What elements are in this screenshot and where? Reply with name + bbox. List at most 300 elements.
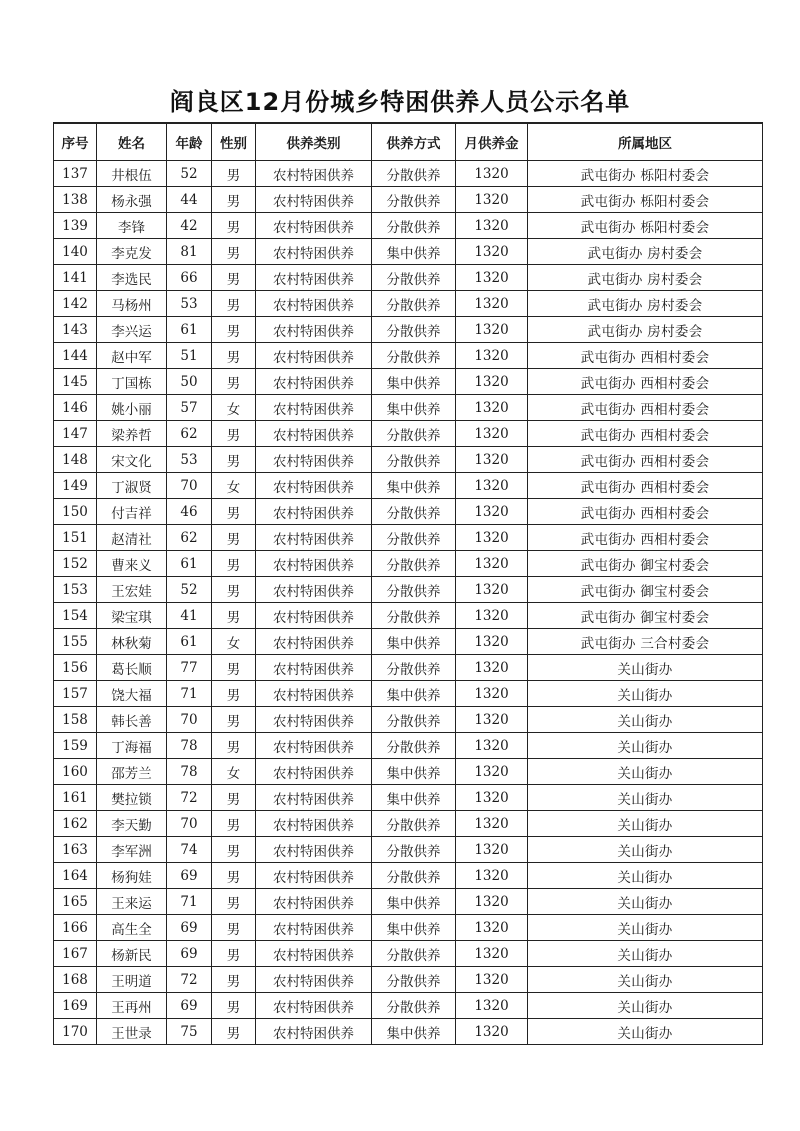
cell-support-category: 农村特困供养 <box>256 499 372 525</box>
cell-support-method: 分散供养 <box>372 317 456 343</box>
cell-support-category: 农村特困供养 <box>256 629 372 655</box>
cell-name: 樊拉锁 <box>97 785 167 811</box>
cell-support-category: 农村特困供养 <box>256 863 372 889</box>
table-row <box>54 837 763 863</box>
table-row <box>54 499 763 525</box>
cell-gender: 男 <box>212 603 256 629</box>
table-row <box>54 1019 763 1045</box>
cell-gender: 男 <box>212 551 256 577</box>
cell-age: 51 <box>167 343 212 369</box>
cell-gender: 男 <box>212 291 256 317</box>
cell-gender: 男 <box>212 967 256 993</box>
cell-monthly-allowance: 1320 <box>456 733 528 759</box>
table-row <box>54 733 763 759</box>
cell-support-category: 农村特困供养 <box>256 291 372 317</box>
cell-age: 62 <box>167 525 212 551</box>
cell-support-category: 农村特困供养 <box>256 239 372 265</box>
cell-support-category: 农村特困供养 <box>256 889 372 915</box>
cell-monthly-allowance: 1320 <box>456 837 528 863</box>
table-row <box>54 681 763 707</box>
cell-region: 武屯街办 西相村委会 <box>528 395 763 421</box>
cell-gender: 男 <box>212 655 256 681</box>
cell-age: 69 <box>167 941 212 967</box>
cell-support-category: 农村特困供养 <box>256 915 372 941</box>
cell-age: 69 <box>167 863 212 889</box>
cell-support-method: 分散供养 <box>372 733 456 759</box>
cell-serial: 143 <box>54 317 97 343</box>
cell-support-category: 农村特困供养 <box>256 655 372 681</box>
cell-monthly-allowance: 1320 <box>456 655 528 681</box>
cell-gender: 男 <box>212 265 256 291</box>
cell-name: 王来运 <box>97 889 167 915</box>
cell-serial: 157 <box>54 681 97 707</box>
cell-region: 武屯街办 御宝村委会 <box>528 577 763 603</box>
table-row <box>54 603 763 629</box>
cell-support-method: 集中供养 <box>372 395 456 421</box>
table-row <box>54 161 763 187</box>
cell-monthly-allowance: 1320 <box>456 915 528 941</box>
cell-support-category: 农村特困供养 <box>256 733 372 759</box>
cell-region: 关山街办 <box>528 681 763 707</box>
cell-support-method: 分散供养 <box>372 551 456 577</box>
cell-serial: 147 <box>54 421 97 447</box>
cell-gender: 女 <box>212 629 256 655</box>
cell-serial: 137 <box>54 161 97 187</box>
cell-monthly-allowance: 1320 <box>456 395 528 421</box>
cell-monthly-allowance: 1320 <box>456 421 528 447</box>
header-region: 所属地区 <box>528 123 763 161</box>
table-row <box>54 915 763 941</box>
cell-name: 李天勤 <box>97 811 167 837</box>
cell-region: 武屯街办 西相村委会 <box>528 525 763 551</box>
cell-age: 71 <box>167 889 212 915</box>
table-row <box>54 889 763 915</box>
cell-monthly-allowance: 1320 <box>456 317 528 343</box>
cell-monthly-allowance: 1320 <box>456 863 528 889</box>
cell-serial: 150 <box>54 499 97 525</box>
cell-name: 饶大福 <box>97 681 167 707</box>
cell-serial: 167 <box>54 941 97 967</box>
cell-monthly-allowance: 1320 <box>456 811 528 837</box>
cell-serial: 153 <box>54 577 97 603</box>
cell-region: 武屯街办 西相村委会 <box>528 343 763 369</box>
cell-serial: 165 <box>54 889 97 915</box>
table-row <box>54 941 763 967</box>
table-row <box>54 577 763 603</box>
cell-age: 70 <box>167 473 212 499</box>
table-row <box>54 863 763 889</box>
cell-gender: 男 <box>212 499 256 525</box>
header-monthly-allowance: 月供养金 <box>456 123 528 161</box>
table-row <box>54 291 763 317</box>
cell-gender: 男 <box>212 577 256 603</box>
table-row <box>54 759 763 785</box>
cell-support-method: 分散供养 <box>372 421 456 447</box>
cell-region: 武屯街办 房村委会 <box>528 239 763 265</box>
cell-serial: 164 <box>54 863 97 889</box>
cell-gender: 男 <box>212 811 256 837</box>
cell-monthly-allowance: 1320 <box>456 499 528 525</box>
cell-gender: 男 <box>212 707 256 733</box>
cell-serial: 161 <box>54 785 97 811</box>
table-row <box>54 629 763 655</box>
cell-serial: 149 <box>54 473 97 499</box>
cell-name: 李军洲 <box>97 837 167 863</box>
cell-region: 关山街办 <box>528 889 763 915</box>
cell-monthly-allowance: 1320 <box>456 967 528 993</box>
cell-support-method: 分散供养 <box>372 187 456 213</box>
cell-age: 77 <box>167 655 212 681</box>
cell-gender: 男 <box>212 239 256 265</box>
cell-support-method: 分散供养 <box>372 707 456 733</box>
cell-serial: 160 <box>54 759 97 785</box>
cell-age: 71 <box>167 681 212 707</box>
cell-support-method: 分散供养 <box>372 655 456 681</box>
cell-monthly-allowance: 1320 <box>456 265 528 291</box>
cell-serial: 158 <box>54 707 97 733</box>
table-row <box>54 369 763 395</box>
header-support-method: 供养方式 <box>372 123 456 161</box>
cell-monthly-allowance: 1320 <box>456 369 528 395</box>
cell-serial: 138 <box>54 187 97 213</box>
cell-gender: 女 <box>212 759 256 785</box>
cell-support-category: 农村特困供养 <box>256 759 372 785</box>
cell-support-category: 农村特困供养 <box>256 811 372 837</box>
cell-serial: 166 <box>54 915 97 941</box>
cell-age: 66 <box>167 265 212 291</box>
cell-monthly-allowance: 1320 <box>456 785 528 811</box>
cell-support-category: 农村特困供养 <box>256 1019 372 1045</box>
cell-gender: 男 <box>212 187 256 213</box>
cell-support-method: 分散供养 <box>372 577 456 603</box>
cell-region: 关山街办 <box>528 915 763 941</box>
table-row <box>54 187 763 213</box>
cell-serial: 168 <box>54 967 97 993</box>
cell-gender: 男 <box>212 213 256 239</box>
cell-name: 葛长顺 <box>97 655 167 681</box>
cell-region: 武屯街办 房村委会 <box>528 317 763 343</box>
cell-serial: 140 <box>54 239 97 265</box>
cell-age: 41 <box>167 603 212 629</box>
cell-age: 70 <box>167 811 212 837</box>
cell-monthly-allowance: 1320 <box>456 993 528 1019</box>
cell-support-category: 农村特困供养 <box>256 187 372 213</box>
cell-age: 72 <box>167 785 212 811</box>
recipient-table <box>53 122 763 1045</box>
cell-name: 杨狗娃 <box>97 863 167 889</box>
cell-support-category: 农村特困供养 <box>256 265 372 291</box>
table-body <box>54 161 763 1045</box>
cell-monthly-allowance: 1320 <box>456 551 528 577</box>
cell-serial: 144 <box>54 343 97 369</box>
table-row <box>54 317 763 343</box>
cell-name: 丁国栋 <box>97 369 167 395</box>
cell-age: 44 <box>167 187 212 213</box>
table-row <box>54 265 763 291</box>
cell-support-category: 农村特困供养 <box>256 369 372 395</box>
cell-support-category: 农村特困供养 <box>256 967 372 993</box>
cell-support-method: 集中供养 <box>372 915 456 941</box>
cell-gender: 男 <box>212 915 256 941</box>
cell-region: 武屯街办 西相村委会 <box>528 499 763 525</box>
cell-age: 53 <box>167 291 212 317</box>
cell-gender: 男 <box>212 161 256 187</box>
cell-age: 53 <box>167 447 212 473</box>
cell-support-method: 分散供养 <box>372 447 456 473</box>
header-gender: 性别 <box>212 123 256 161</box>
cell-support-category: 农村特困供养 <box>256 421 372 447</box>
cell-name: 杨新民 <box>97 941 167 967</box>
cell-support-method: 分散供养 <box>372 291 456 317</box>
header-support-category: 供养类别 <box>256 123 372 161</box>
cell-support-category: 农村特困供养 <box>256 525 372 551</box>
cell-region: 武屯街办 栎阳村委会 <box>528 187 763 213</box>
cell-serial: 156 <box>54 655 97 681</box>
cell-monthly-allowance: 1320 <box>456 629 528 655</box>
cell-support-method: 分散供养 <box>372 265 456 291</box>
cell-support-method: 集中供养 <box>372 785 456 811</box>
cell-support-method: 分散供养 <box>372 837 456 863</box>
cell-gender: 男 <box>212 733 256 759</box>
cell-support-category: 农村特困供养 <box>256 551 372 577</box>
cell-serial: 154 <box>54 603 97 629</box>
header-age: 年龄 <box>167 123 212 161</box>
cell-age: 78 <box>167 759 212 785</box>
cell-name: 王明道 <box>97 967 167 993</box>
header-serial: 序号 <box>54 123 97 161</box>
cell-monthly-allowance: 1320 <box>456 707 528 733</box>
cell-name: 付吉祥 <box>97 499 167 525</box>
cell-age: 61 <box>167 629 212 655</box>
cell-region: 关山街办 <box>528 733 763 759</box>
cell-age: 62 <box>167 421 212 447</box>
cell-region: 武屯街办 栎阳村委会 <box>528 213 763 239</box>
cell-region: 关山街办 <box>528 967 763 993</box>
cell-name: 丁海福 <box>97 733 167 759</box>
cell-serial: 163 <box>54 837 97 863</box>
cell-age: 57 <box>167 395 212 421</box>
cell-gender: 男 <box>212 837 256 863</box>
cell-region: 武屯街办 御宝村委会 <box>528 603 763 629</box>
cell-gender: 男 <box>212 369 256 395</box>
cell-name: 宋文化 <box>97 447 167 473</box>
cell-support-method: 分散供养 <box>372 863 456 889</box>
cell-serial: 169 <box>54 993 97 1019</box>
cell-gender: 男 <box>212 681 256 707</box>
cell-region: 关山街办 <box>528 759 763 785</box>
table-row <box>54 525 763 551</box>
cell-age: 75 <box>167 1019 212 1045</box>
cell-region: 武屯街办 西相村委会 <box>528 473 763 499</box>
cell-support-method: 集中供养 <box>372 629 456 655</box>
cell-support-category: 农村特困供养 <box>256 317 372 343</box>
cell-serial: 139 <box>54 213 97 239</box>
cell-support-method: 分散供养 <box>372 161 456 187</box>
cell-serial: 142 <box>54 291 97 317</box>
cell-support-method: 分散供养 <box>372 993 456 1019</box>
cell-support-method: 分散供养 <box>372 525 456 551</box>
cell-name: 丁淑贤 <box>97 473 167 499</box>
cell-name: 王宏娃 <box>97 577 167 603</box>
cell-region: 关山街办 <box>528 863 763 889</box>
cell-support-category: 农村特困供养 <box>256 993 372 1019</box>
cell-monthly-allowance: 1320 <box>456 603 528 629</box>
cell-region: 关山街办 <box>528 1019 763 1045</box>
cell-monthly-allowance: 1320 <box>456 941 528 967</box>
cell-age: 42 <box>167 213 212 239</box>
cell-region: 武屯街办 西相村委会 <box>528 447 763 473</box>
cell-monthly-allowance: 1320 <box>456 473 528 499</box>
cell-monthly-allowance: 1320 <box>456 759 528 785</box>
cell-support-category: 农村特困供养 <box>256 447 372 473</box>
header-name: 姓名 <box>97 123 167 161</box>
cell-gender: 女 <box>212 473 256 499</box>
cell-gender: 男 <box>212 863 256 889</box>
cell-support-category: 农村特困供养 <box>256 707 372 733</box>
cell-name: 高生全 <box>97 915 167 941</box>
cell-region: 关山街办 <box>528 785 763 811</box>
cell-name: 王世录 <box>97 1019 167 1045</box>
cell-age: 61 <box>167 551 212 577</box>
cell-age: 69 <box>167 915 212 941</box>
cell-monthly-allowance: 1320 <box>456 889 528 915</box>
cell-support-category: 农村特困供养 <box>256 213 372 239</box>
table-row <box>54 551 763 577</box>
cell-support-category: 农村特困供养 <box>256 161 372 187</box>
cell-gender: 男 <box>212 785 256 811</box>
cell-region: 关山街办 <box>528 811 763 837</box>
cell-age: 69 <box>167 993 212 1019</box>
cell-region: 关山街办 <box>528 837 763 863</box>
cell-age: 74 <box>167 837 212 863</box>
cell-support-method: 集中供养 <box>372 759 456 785</box>
cell-gender: 男 <box>212 317 256 343</box>
cell-name: 赵中军 <box>97 343 167 369</box>
table-row <box>54 473 763 499</box>
cell-support-method: 分散供养 <box>372 967 456 993</box>
cell-name: 林秋菊 <box>97 629 167 655</box>
table-row <box>54 239 763 265</box>
cell-serial: 162 <box>54 811 97 837</box>
cell-support-category: 农村特困供养 <box>256 837 372 863</box>
cell-support-category: 农村特困供养 <box>256 603 372 629</box>
cell-gender: 男 <box>212 941 256 967</box>
cell-gender: 男 <box>212 889 256 915</box>
cell-name: 邵芳兰 <box>97 759 167 785</box>
table-row <box>54 993 763 1019</box>
table-row <box>54 707 763 733</box>
cell-serial: 151 <box>54 525 97 551</box>
table-row <box>54 785 763 811</box>
cell-region: 武屯街办 西相村委会 <box>528 421 763 447</box>
cell-age: 50 <box>167 369 212 395</box>
cell-support-category: 农村特困供养 <box>256 785 372 811</box>
cell-support-method: 集中供养 <box>372 1019 456 1045</box>
cell-name: 王再州 <box>97 993 167 1019</box>
cell-support-category: 农村特困供养 <box>256 343 372 369</box>
table-row <box>54 655 763 681</box>
cell-name: 赵清社 <box>97 525 167 551</box>
cell-gender: 男 <box>212 525 256 551</box>
table-row <box>54 967 763 993</box>
cell-region: 关山街办 <box>528 941 763 967</box>
cell-name: 井根伍 <box>97 161 167 187</box>
cell-monthly-allowance: 1320 <box>456 447 528 473</box>
cell-name: 李选民 <box>97 265 167 291</box>
cell-serial: 152 <box>54 551 97 577</box>
cell-age: 70 <box>167 707 212 733</box>
cell-name: 杨永强 <box>97 187 167 213</box>
cell-age: 61 <box>167 317 212 343</box>
cell-region: 武屯街办 房村委会 <box>528 265 763 291</box>
cell-region: 武屯街办 西相村委会 <box>528 369 763 395</box>
cell-name: 李兴运 <box>97 317 167 343</box>
cell-age: 52 <box>167 161 212 187</box>
cell-monthly-allowance: 1320 <box>456 343 528 369</box>
cell-serial: 170 <box>54 1019 97 1045</box>
cell-monthly-allowance: 1320 <box>456 1019 528 1045</box>
cell-monthly-allowance: 1320 <box>456 161 528 187</box>
cell-region: 武屯街办 栎阳村委会 <box>528 161 763 187</box>
cell-support-category: 农村特困供养 <box>256 941 372 967</box>
cell-name: 韩长善 <box>97 707 167 733</box>
cell-age: 52 <box>167 577 212 603</box>
cell-support-method: 分散供养 <box>372 811 456 837</box>
cell-monthly-allowance: 1320 <box>456 213 528 239</box>
cell-age: 78 <box>167 733 212 759</box>
cell-monthly-allowance: 1320 <box>456 239 528 265</box>
cell-gender: 男 <box>212 447 256 473</box>
cell-name: 姚小丽 <box>97 395 167 421</box>
document-title: 阎良区12月份城乡特困供养人员公示名单 <box>169 88 631 116</box>
cell-serial: 159 <box>54 733 97 759</box>
cell-region: 关山街办 <box>528 993 763 1019</box>
cell-gender: 男 <box>212 1019 256 1045</box>
cell-serial: 146 <box>54 395 97 421</box>
cell-serial: 148 <box>54 447 97 473</box>
cell-support-method: 集中供养 <box>372 369 456 395</box>
cell-serial: 155 <box>54 629 97 655</box>
cell-name: 马杨州 <box>97 291 167 317</box>
cell-name: 李锋 <box>97 213 167 239</box>
cell-region: 武屯街办 御宝村委会 <box>528 551 763 577</box>
cell-support-method: 分散供养 <box>372 499 456 525</box>
cell-serial: 145 <box>54 369 97 395</box>
cell-name: 梁养哲 <box>97 421 167 447</box>
cell-support-method: 分散供养 <box>372 343 456 369</box>
cell-support-category: 农村特困供养 <box>256 473 372 499</box>
cell-monthly-allowance: 1320 <box>456 681 528 707</box>
cell-age: 72 <box>167 967 212 993</box>
cell-support-method: 分散供养 <box>372 941 456 967</box>
table-row <box>54 421 763 447</box>
cell-gender: 女 <box>212 395 256 421</box>
cell-age: 81 <box>167 239 212 265</box>
cell-region: 武屯街办 三合村委会 <box>528 629 763 655</box>
cell-name: 李克发 <box>97 239 167 265</box>
table-row <box>54 213 763 239</box>
cell-support-category: 农村特困供养 <box>256 577 372 603</box>
cell-monthly-allowance: 1320 <box>456 187 528 213</box>
cell-gender: 男 <box>212 993 256 1019</box>
cell-age: 46 <box>167 499 212 525</box>
table-row <box>54 395 763 421</box>
cell-name: 梁宝琪 <box>97 603 167 629</box>
cell-name: 曹来义 <box>97 551 167 577</box>
cell-support-method: 集中供养 <box>372 889 456 915</box>
cell-support-category: 农村特困供养 <box>256 395 372 421</box>
cell-monthly-allowance: 1320 <box>456 577 528 603</box>
